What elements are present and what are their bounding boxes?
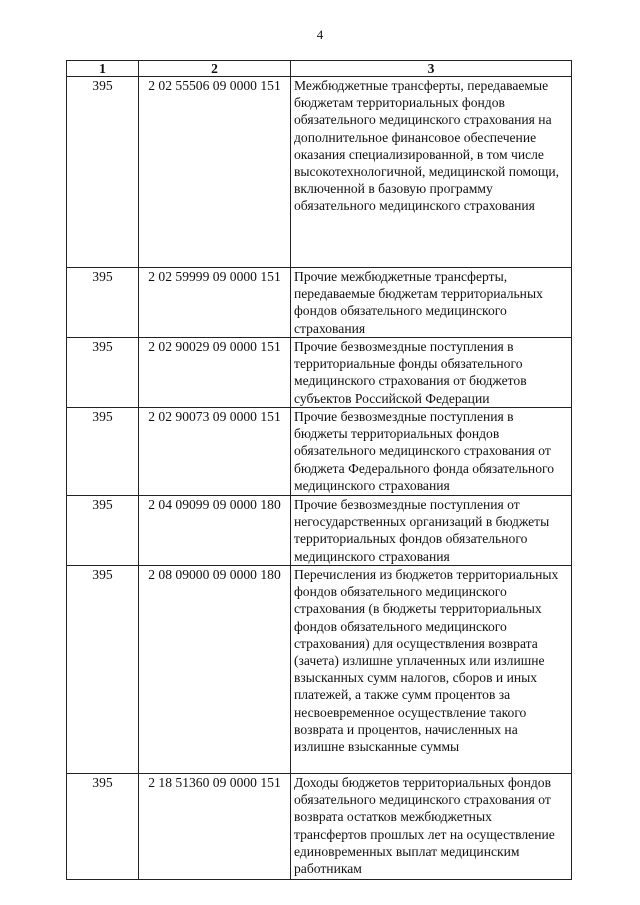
revenue-codes-table xyxy=(66,60,572,880)
table-row xyxy=(67,77,572,268)
header-row xyxy=(67,61,572,77)
revenue-name-cell: Прочие безвозмездные поступления от негосударственных организаций в бюджеты территориальных фондов обязательного медицинского страхования xyxy=(291,496,572,566)
table-row xyxy=(67,496,572,566)
revenue-name-cell: Прочие безвозмездные поступления в бюджеты территориальных фондов обязательного медицинского страхования от бюджета Федерального фонда обязательного медицинского страхования xyxy=(291,408,572,496)
table-row xyxy=(67,774,572,880)
table-body xyxy=(67,77,572,880)
budget-code-cell: 2 18 51360 09 0000 151 xyxy=(139,774,291,880)
budget-code-cell: 2 02 59999 09 0000 151 xyxy=(139,268,291,338)
table-row xyxy=(67,268,572,338)
table-row xyxy=(67,408,572,496)
admin-code-cell: 395 xyxy=(67,566,139,774)
table-header xyxy=(67,61,572,77)
revenue-name-cell: Межбюджетные трансферты, передаваемые бюджетам территориальных фондов обязательного медицинского страхования на дополнительное финансовое обеспечение оказания специализированной, в том числе высокотехнологичной, медицинской помощи, включенной в базовую программу обязательного медицинского страхования xyxy=(291,77,572,268)
table-row xyxy=(67,338,572,408)
revenue-name-cell: Доходы бюджетов территориальных фондов обязательного медицинского страхования от возврата остатков межбюджетных трансфертов прошлых лет на осуществление единовременных выплат медицинским работникам xyxy=(291,774,572,880)
admin-code-cell: 395 xyxy=(67,774,139,880)
revenue-name-cell: Перечисления из бюджетов территориальных фондов обязательного медицинского страхования (в бюджеты территориальных фондов обязательного медицинского страхования) для осуществления возврата (зачета) излишне уплаченных или излишне взысканных сумм налогов, сборов и иных платежей, а также сумм процентов за несвоевременное осуществление такого возврата и процентов, начисленных на излишне взысканные суммы xyxy=(291,566,572,774)
budget-code-cell: 2 04 09099 09 0000 180 xyxy=(139,496,291,566)
budget-code-cell: 2 02 55506 09 0000 151 xyxy=(139,77,291,268)
budget-code-cell: 2 02 90073 09 0000 151 xyxy=(139,408,291,496)
column-header-1: 1 xyxy=(67,61,139,77)
column-header-3: 3 xyxy=(291,61,572,77)
budget-code-cell: 2 08 09000 09 0000 180 xyxy=(139,566,291,774)
budget-code-cell: 2 02 90029 09 0000 151 xyxy=(139,338,291,408)
admin-code-cell: 395 xyxy=(67,268,139,338)
admin-code-cell: 395 xyxy=(67,408,139,496)
admin-code-cell: 395 xyxy=(67,338,139,408)
revenue-name-cell: Прочие безвозмездные поступления в территориальные фонды обязательного медицинского страхования от бюджетов субъектов Российской Федерации xyxy=(291,338,572,408)
revenue-name-cell: Прочие межбюджетные трансферты, передаваемые бюджетам территориальных фондов обязательного медицинского страхования xyxy=(291,268,572,338)
page-number: 4 xyxy=(316,27,324,42)
admin-code-cell: 395 xyxy=(67,496,139,566)
admin-code-cell: 395 xyxy=(67,77,139,268)
column-header-2: 2 xyxy=(139,61,291,77)
table-row xyxy=(67,566,572,774)
